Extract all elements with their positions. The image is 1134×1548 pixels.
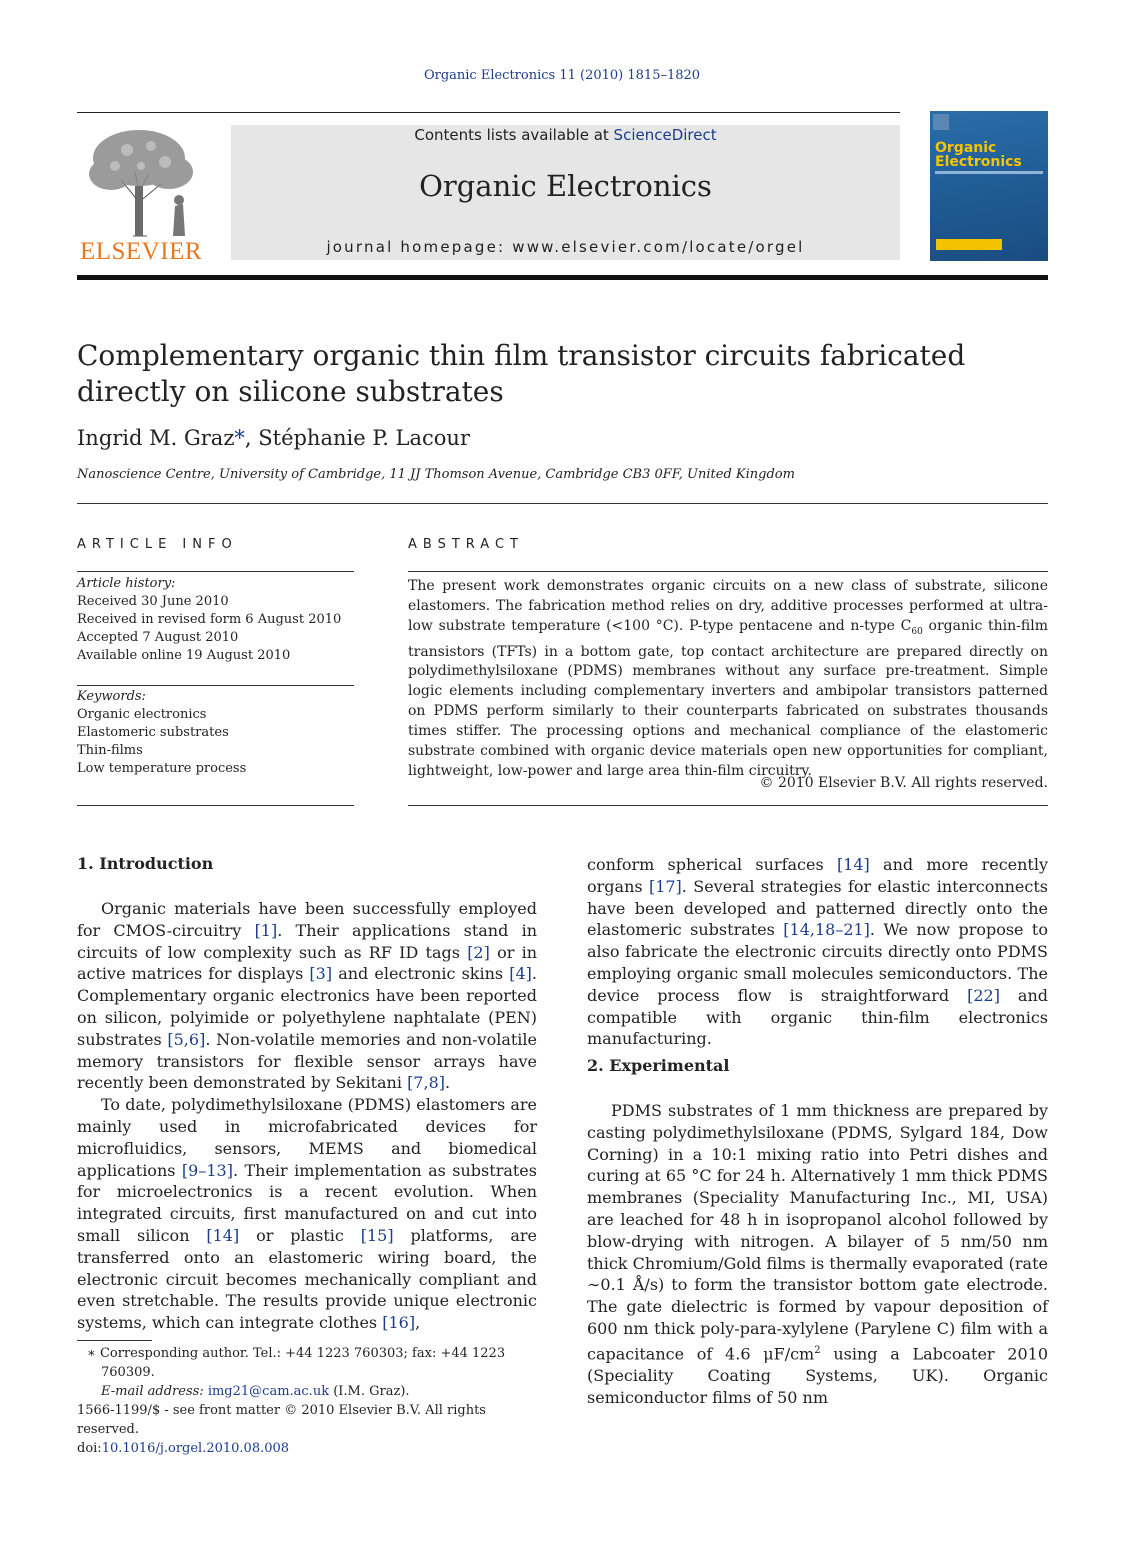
cover-emblem-icon — [933, 114, 949, 130]
email-line — [77, 1382, 539, 1401]
text-run: To date, polydimethylsiloxane (PDMS) elastomers are mainly used in microfabricated devices for microfluidics, sensors, MEMS and biomedical applications — [77, 1095, 537, 1180]
ref-link[interactable]: [4] — [509, 964, 532, 984]
text-run: or in active matrices for displays — [77, 942, 538, 984]
text-run: and compatible with organic thin-film electronics manufacturing. — [587, 985, 1048, 1049]
header-thick-rule — [77, 275, 1048, 280]
footnote-mark: ∗ — [87, 1346, 96, 1361]
ref-link[interactable]: [22] — [967, 985, 1000, 1005]
keyword-item: Low temperature process — [77, 761, 247, 776]
article-info-heading: ARTICLE INFO — [77, 537, 238, 552]
text-run: . Complementary organic electronics have been reported on silicon, polyimide or polyethylene naphtalate (PEN) substrates — [77, 964, 537, 1049]
corresponding-author-note — [77, 1344, 539, 1382]
journal-name: Organic Electronics — [419, 169, 712, 203]
text-run: . We now propose to also fabricate the electronic circuits directly onto PDMS employing organic small molecules semiconductors. The device process flow is straightforward — [587, 920, 1048, 1005]
intro-paragraph-1 — [77, 898, 537, 1094]
email-suffix: (I.M. Graz). — [329, 1384, 410, 1399]
ref-link[interactable]: [14,18–21] — [783, 920, 870, 940]
text-run: and more recently organs — [587, 855, 1049, 896]
text-run: . Their applications stand in circuits of low complexity such as RF ID tags — [77, 920, 537, 962]
journal-banner — [231, 125, 900, 260]
history-label: Article history: — [77, 576, 176, 591]
text-run: . Their implementation as substrates for microelectronics is a recent evolution. When integrated circuits, first manufactured on and cut into small silicon — [77, 1160, 537, 1245]
elsevier-logo — [77, 122, 205, 265]
text-run: or plastic — [239, 1225, 361, 1245]
ref-link[interactable]: [16] — [382, 1313, 416, 1333]
history-received: Received 30 June 2010 — [77, 594, 229, 609]
text-run: , — [415, 1313, 421, 1333]
text-run: using a Labcoater 2010 (Speciality Coating Systems, UK). Organic semiconductor films of 50 nm — [587, 1344, 1048, 1407]
ref-link[interactable]: [14] — [206, 1225, 240, 1245]
ref-link[interactable]: [7,8] — [407, 1073, 445, 1093]
ref-link[interactable]: [15] — [360, 1225, 394, 1245]
intro-paragraph-2 — [77, 1094, 537, 1334]
keywords-label: Keywords: — [77, 689, 146, 704]
ref-link[interactable]: [5,6] — [167, 1029, 206, 1049]
text-run: and electronic skins — [332, 964, 510, 984]
keyword-item: Organic electronics — [77, 707, 207, 722]
journal-cover[interactable] — [930, 111, 1048, 261]
tree-icon — [77, 122, 205, 238]
abstract-part1: The present work demonstrates organic circuits on a new class of substrate, silicone elastomers. The fabrication method relies on dry, additive processes performed at ultra-low substrate temperature (<100 °C). P-type pentacene and n-type C — [408, 578, 1048, 634]
email-link[interactable]: img21@cam.ac.uk — [207, 1384, 330, 1399]
abstract-rule — [408, 571, 1048, 572]
text-run: . Non-volatile memories and non-volatile memory transistors for flexible sensor arrays have recently been demonstrated by Sekitani — [77, 1029, 537, 1093]
ref-link[interactable]: [17] — [648, 876, 682, 896]
intro-right-column — [587, 854, 1048, 1050]
ref-link[interactable]: [2] — [467, 942, 490, 962]
history-accepted: Accepted 7 August 2010 — [77, 630, 239, 645]
c60-subscript: 60 — [911, 626, 923, 637]
title-line2: directly on silicone substrates — [77, 375, 504, 408]
author-lacour: , Stéphanie P. Lacour — [244, 426, 470, 450]
contents-line — [231, 126, 900, 144]
cover-title-line2: Electronics — [935, 154, 1022, 170]
cover-subtitle-strip — [935, 171, 1043, 174]
experimental-paragraph — [587, 1100, 1048, 1408]
abstract-text — [408, 577, 1048, 782]
title-line1: Complementary organic thin film transistor circuits fabricated — [77, 339, 966, 372]
article-title — [77, 338, 977, 410]
footnote — [77, 1344, 539, 1401]
footnote-rule — [77, 1340, 152, 1341]
keywords — [77, 688, 354, 778]
article-info-bottom-rule — [77, 805, 354, 806]
history-online: Available online 19 August 2010 — [77, 648, 291, 663]
ref-link[interactable]: [14] — [836, 855, 870, 874]
intro-left-column — [77, 898, 537, 1334]
intro-paragraph-3 — [587, 854, 1048, 1050]
text-run: PDMS substrates of 1 mm thickness are prepared by casting polydimethylsiloxane (PDMS, Sylgard 184, Dow Corning) in a 10:1 mixing ratio into Petri dishes and curing at 65 °C for 24 h. Alternatively 1 mm thick PDMS membranes (Speciality Manufacturing Inc., MI, USA) are leached for 48 h in isopropanol alcohol followed by blow-drying with nitrogen. A bilayer of 5 nm/50 nm thick Chromium/Gold films is thermally evaporated (rate ∼0.1 Å/s) to form the transistor bottom gate electrode. The gate dielectric is formed by vapour deposition of 600 nm thick poly-para-xylylene (Parylene C) film with a capacitance of 4.6 μF/cm — [587, 1101, 1048, 1364]
abstract-heading: ABSTRACT — [408, 537, 524, 552]
email-label: E-mail address: — [101, 1384, 208, 1399]
cm2-superscript: 2 — [814, 1344, 821, 1356]
cover-title-line1: Organic — [935, 140, 997, 156]
ref-link[interactable]: [3] — [309, 964, 333, 984]
corresponding-author-mark[interactable]: * — [234, 426, 245, 450]
affiliation: Nanoscience Centre, University of Cambridge, 11 JJ Thomson Avenue, Cambridge CB3 0FF, United Kingdom — [77, 467, 795, 482]
contents-prefix: Contents lists available at — [414, 126, 614, 144]
sciencedirect-link[interactable]: ScienceDirect — [613, 126, 717, 144]
text-run: . Several strategies for elastic interconnects have been developed and patterned directly onto the elastomeric substrates — [587, 876, 1049, 940]
doi-label: doi: — [77, 1441, 102, 1456]
journal-citation[interactable]: Organic Electronics 11 (2010) 1815–1820 — [423, 68, 701, 83]
cover-title — [935, 141, 1022, 169]
keyword-item: Elastomeric substrates — [77, 725, 229, 740]
article-info-rule — [77, 571, 354, 572]
abstract-copyright: © 2010 Elsevier B.V. All rights reserved. — [759, 775, 1048, 791]
text-run: conform spherical surfaces — [587, 855, 837, 874]
ref-link[interactable]: [9–13] — [181, 1160, 233, 1180]
intro-heading: 1. Introduction — [77, 854, 214, 873]
article-history — [77, 575, 354, 665]
abstract-part2: organic thin-film transistors (TFTs) in a bottom gate, top contact architecture are prepared directly on polydimethylsiloxane (PDMS) membranes without any surface pre-treatment. Simple logic elements including complementary inverters and ambipolar transistors patterned on PDMS perform similarly to their counterparts fabricated on substrates thousands times stiffer. The processing options and mechanical compliance of the elastomeric substrate combined with organic device materials open new opportunities for compliant, lightweight, low-power and large area thin-film circuitry. — [408, 617, 1048, 779]
issn-line: 1566-1199/$ - see front matter © 2010 Elsevier B.V. All rights reserved. — [77, 1403, 486, 1437]
author-graz: Ingrid M. Graz — [77, 426, 235, 450]
author-list — [77, 426, 470, 450]
doi-link[interactable]: 10.1016/j.orgel.2010.08.008 — [101, 1441, 290, 1456]
corresponding-text: Corresponding author. Tel.: +44 1223 760303; fax: +44 1223 760309. — [95, 1346, 506, 1380]
ref-link[interactable]: [1] — [254, 920, 278, 940]
experimental-column — [587, 1100, 1048, 1408]
issn-block — [77, 1401, 539, 1458]
cover-yellow-bar — [936, 239, 1002, 250]
text-run: . — [445, 1073, 451, 1093]
history-revised: Received in revised form 6 August 2010 — [77, 612, 342, 627]
section-rule — [77, 503, 1048, 504]
header-rule — [77, 112, 900, 113]
text-run: platforms, are transferred onto an elastomeric wiring board, the electronic circuit becomes mechanically compliant and even stretchable. The results provide unique electronic systems, which can integrate clothes — [77, 1225, 538, 1333]
keyword-item: Thin-films — [77, 743, 143, 758]
publisher-logo-text: ELSEVIER — [79, 238, 203, 265]
abstract-bottom-rule — [408, 805, 1048, 806]
keywords-rule — [77, 685, 354, 686]
doi-line — [77, 1439, 539, 1458]
experimental-heading: 2. Experimental — [587, 1056, 730, 1075]
text-run: Organic materials have been successfully employed for CMOS-circuitry — [77, 899, 537, 940]
journal-homepage[interactable]: journal homepage: www.elsevier.com/locate/orgel — [326, 238, 805, 256]
